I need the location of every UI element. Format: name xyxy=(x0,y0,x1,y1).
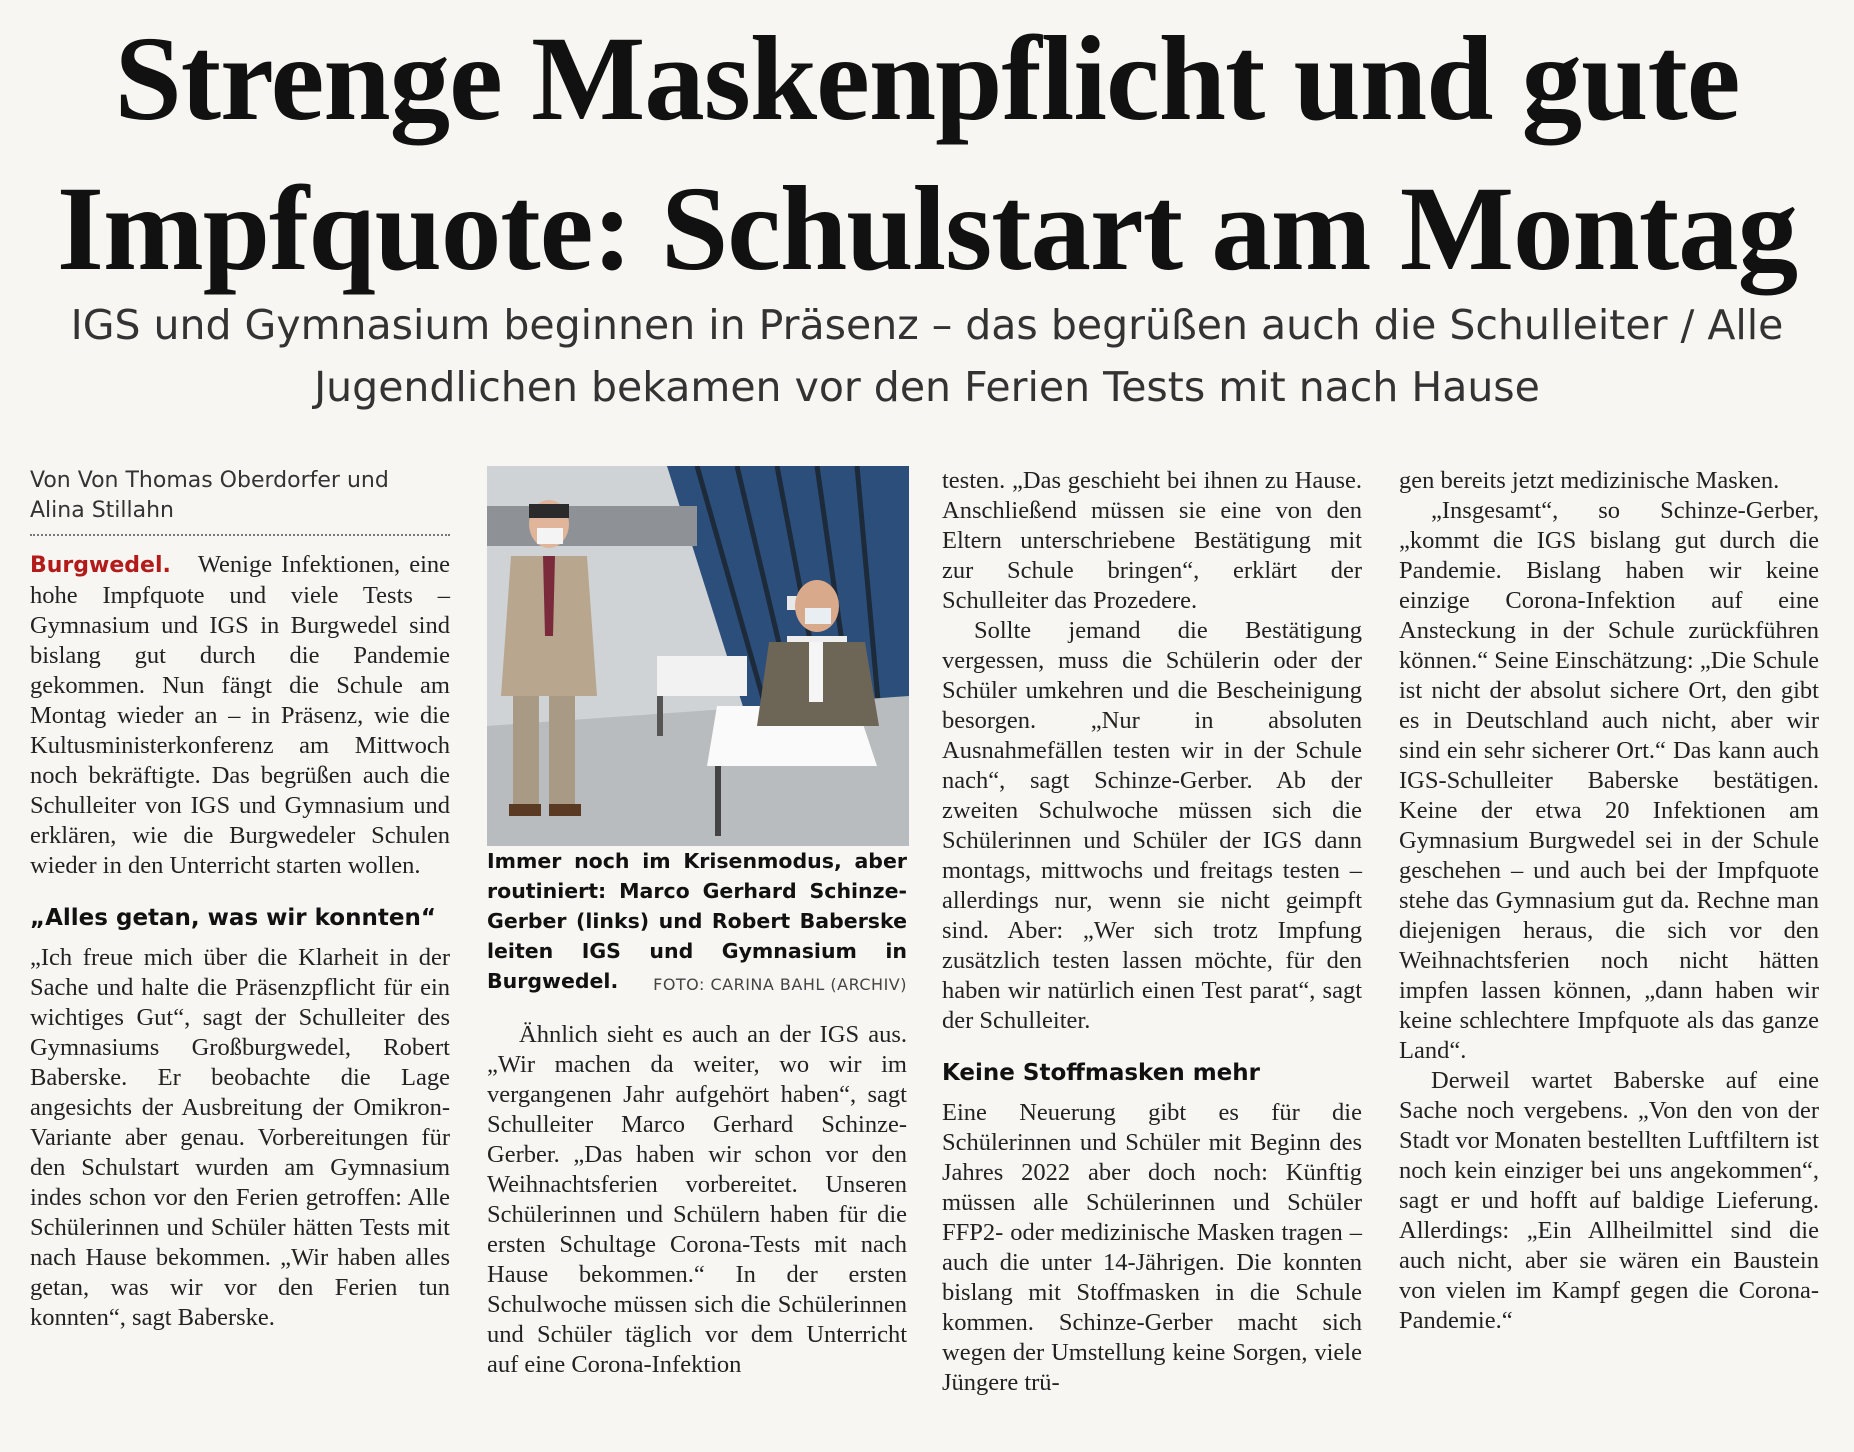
caption-text: Immer noch im Krisenmodus, aber routiniert: Marco Gerhard Schinze-Gerber (links) und Robert Baberske leiten IGS und Gymnasium in Burgwedel. xyxy=(487,849,907,993)
column-1 xyxy=(30,466,450,1333)
byline: Von Von Thomas Oberdorfer und Alina Stillahn xyxy=(30,466,450,536)
subheading-2: Keine Stoffmasken mehr xyxy=(942,1060,1260,1086)
lead-text: Wenige Infektionen, eine hohe Impfquote und viele Tests – Gymnasium und IGS in Burgwedel sind bislang gut durch die Pandemie gekommen. Nun fängt die Schule am Montag wieder an – in Präsenz, wie die Kultusministerkonferenz am Mittwoch noch bekräftigte. Das begrüßen auch die Schulleiter von IGS und Gymnasium und erklären, wie die Burgwedeler Schulen wieder in den Unterricht starten wollen. xyxy=(30,551,450,879)
paragraph: „Ich freue mich über die Klarheit in der Sache und halte die Präsenzpflicht für ein wichtiges Gut“, sagt der Schulleiter des Gymnasiums Großburgwedel, Robert Baberske. Er beobachte die Lage angesichts der Ausbreitung der Omikron-Variante aber genau. Vorbereitungen für den Schulstart wurden am Gymnasium indes schon vor den Ferien getroffen: Alle Schülerinnen und Schüler hätten Tests mit nach Hause bekommen. „Wir haben alles getan, was wir vor den Ferien tun konnten“, sagt Baberske. xyxy=(30,944,450,1331)
lead-paragraph xyxy=(30,550,450,881)
location-tag: Burgwedel. xyxy=(30,553,171,578)
paragraph: Eine Neuerung gibt es für die Schülerinnen und Schüler mit Beginn des Jahres 2022 aber doch noch: Künftig müssen alle Schülerinnen und Schüler FFP2- oder medizinische Masken tragen – auch die unter 14-Jährigen. Die konnten bislang mit Stoffmasken in die Schule kommen. Schinze-Gerber macht sich wegen der Umstellung keine Sorgen, viele Jüngere trü- xyxy=(942,1099,1362,1396)
column-2 xyxy=(487,466,907,1380)
photo-caption xyxy=(487,846,907,996)
column-4 xyxy=(1399,466,1819,1336)
paragraph: Sollte jemand die Bestätigung vergessen, muss die Schülerin oder der Schüler umkehren und die Bescheinigung besorgen. „Nur in absoluten Ausnahmefällen testen wir in der Schule nach“, sagt Schinze-Gerber. Ab der zweiten Schulwoche müssen sich die Schülerinnen und Schüler der IGS dann montags, mittwochs und freitags testen – allerdings nur, wenn sie nicht geimpft sind. Aber: „Wer sich trotz Impfung zusätzlich testen lassen möchte, für den haben wir natürlich einen Test parat“, sagt der Schulleiter. xyxy=(942,617,1362,1034)
column-3 xyxy=(942,466,1362,1398)
paragraph: „Insgesamt“, so Schinze-Gerber, „kommt die IGS bislang gut durch die Pandemie. Bislang haben wir keine einzige Corona-Infektion auf eine Ansteckung in der Schule zurückführen können.“ Seine Einschätzung: „Die Schule ist nicht der absolut sichere Ort, den gibt es in Deutschland auch nicht, aber wir sind ein sehr sicherer Ort.“ Das kann auch IGS-Schulleiter Baberske bestätigen. Keine der etwa 20 Infektionen am Gymnasium Burgwedel sei in der Schule geschehen – und auch bei der Impfquote stehe das Gymnasium gut da. Rechne man diejenigen heraus, die sich vor den Weihnachtsferien noch nicht hätten impfen lassen können, „dann haben wir keine schlechtere Impfquote als das ganze Land“. xyxy=(1399,497,1819,1064)
paragraph: testen. „Das geschieht bei ihnen zu Hause. Anschließend müssen sie eine von den Eltern unterschriebene Bestätigung mit zur Schule bringen“, erklärt der Schulleiter das Prozedere. xyxy=(942,467,1362,614)
paragraph: Derweil wartet Baberske auf eine Sache noch vergebens. „Von den von der Stadt vor Monaten bestellten Luftfiltern ist noch kein einziger bei uns angekommen“, sagt er und hofft auf baldige Lieferung. Allerdings: „Ein Allheilmittel sind die auch nicht, aber sie wären ein Baustein von vielen im Kampf gegen die Corona-Pandemie.“ xyxy=(1399,1067,1819,1334)
headline: Strenge Maskenpflicht und gute Impfquote: Schulstart am Montag xyxy=(56,12,1798,296)
subheading-1: „Alles getan, was wir konnten“ xyxy=(30,905,436,931)
subline: IGS und Gymnasium beginnen in Präsenz – das begrüßen auch die Schulleiter / Alle Jugendlichen bekamen vor den Ferien Tests mit nach Hause xyxy=(70,301,1784,411)
article-photo xyxy=(487,466,909,846)
paragraph: gen bereits jetzt medizinische Masken. xyxy=(1399,467,1780,494)
photo-illustration xyxy=(487,466,909,846)
paragraph: Ähnlich sieht es auch an der IGS aus. „Wir machen da weiter, wo wir im vergangenen Jahr aufgehört haben“, sagt Schulleiter Marco Gerhard Schinze-Gerber. „Das haben wir schon vor den Weihnachtsferien vorbereitet. Unseren Schülerinnen und Schülern haben für die ersten Schultage Corona-Tests mit nach Hause bekommen.“ In der ersten Schulwoche müssen sich die Schülerinnen und Schüler täglich vor dem Unterricht auf eine Corona-Infektion xyxy=(487,1021,907,1378)
photo-credit: FOTO: CARINA BAHL (ARCHIV) xyxy=(653,975,907,994)
